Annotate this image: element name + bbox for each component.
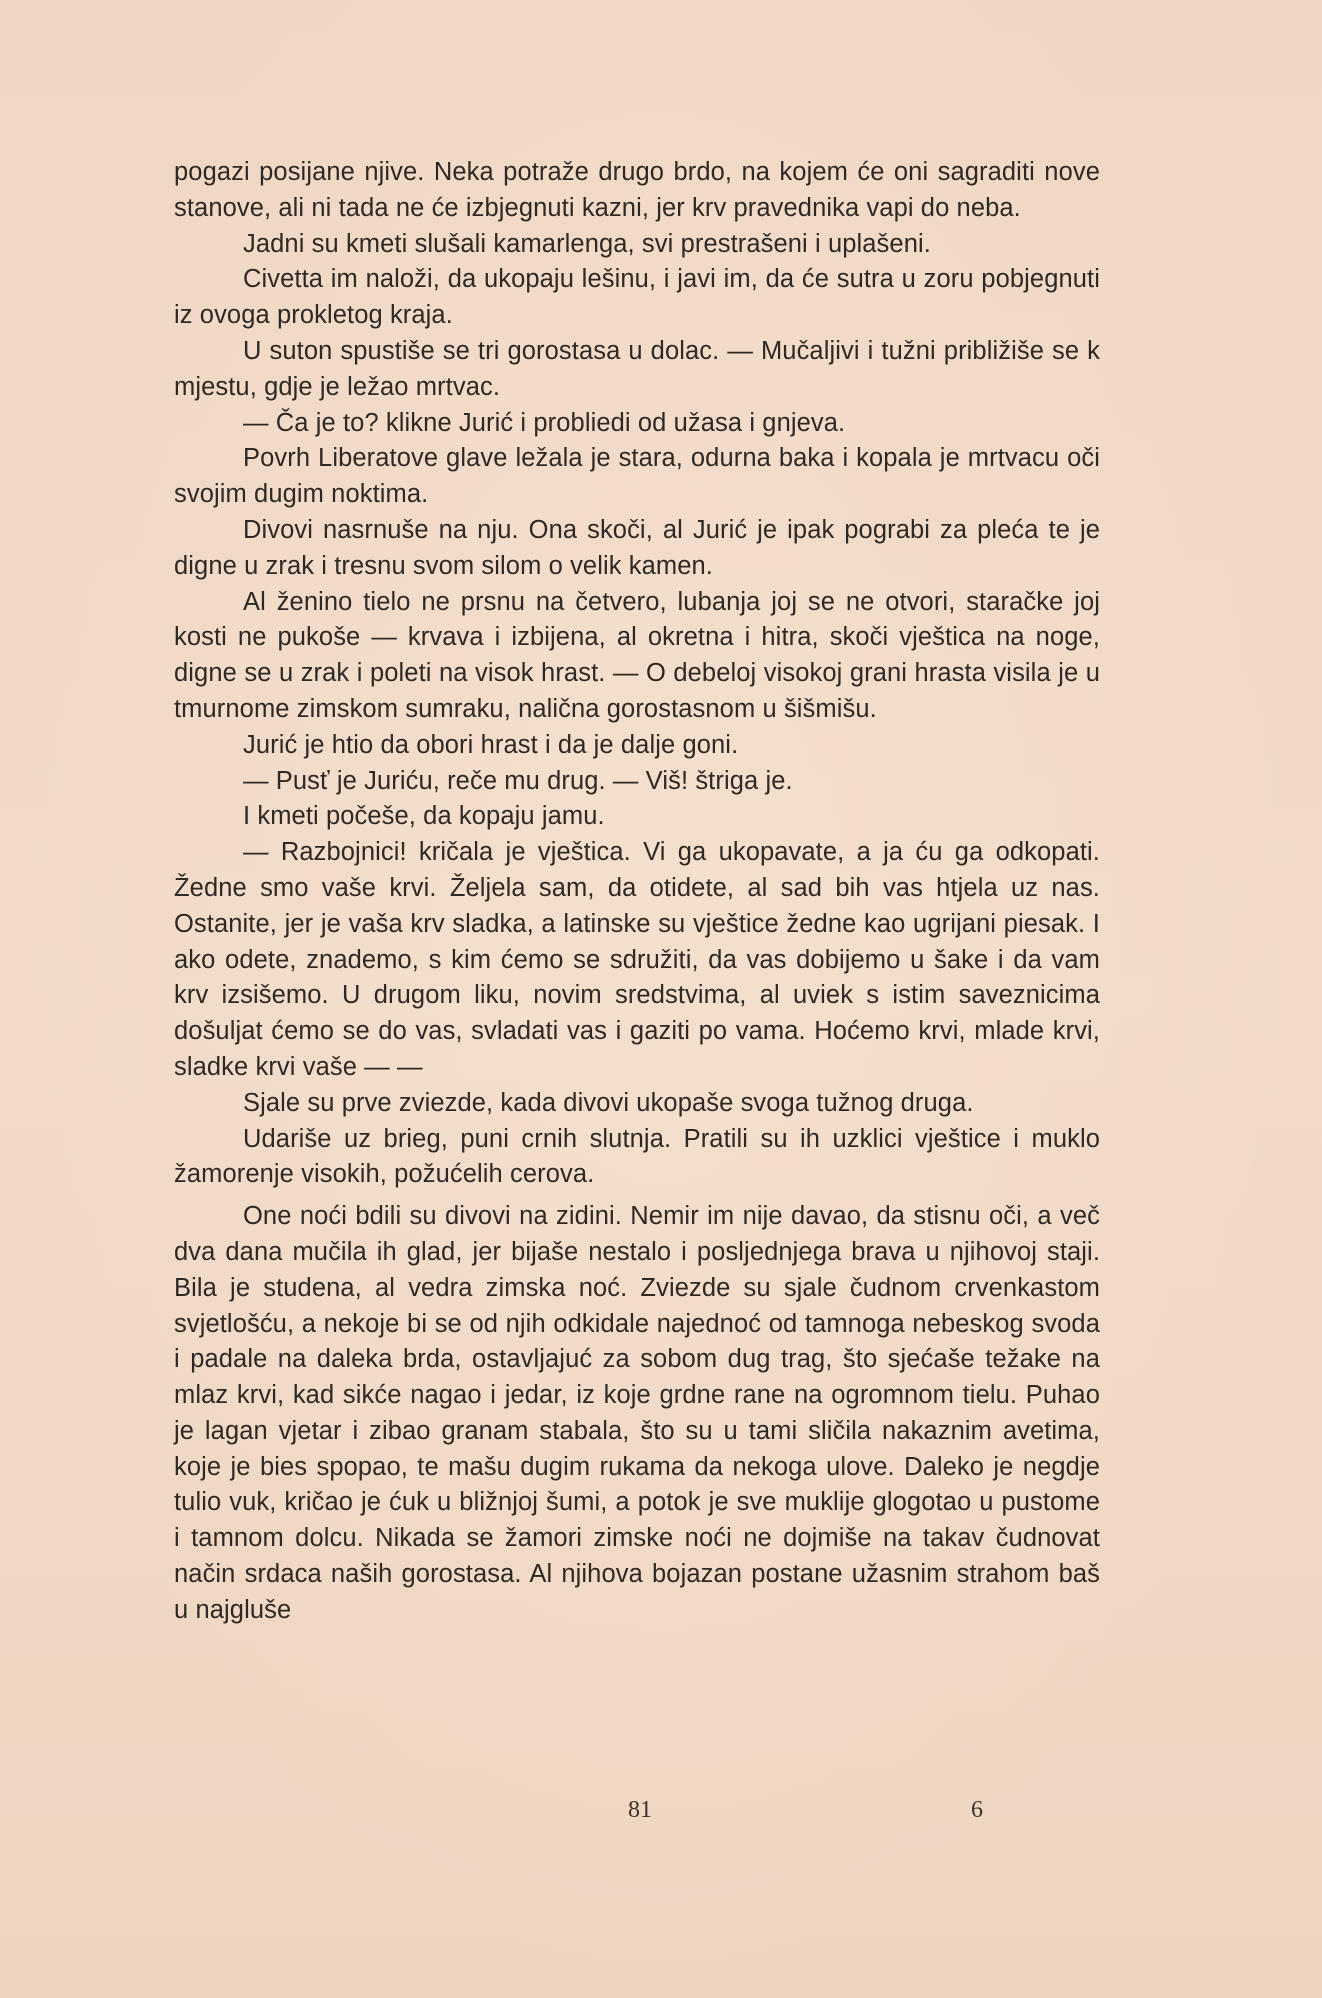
paragraph: Al ženino tielo ne prsnu na četvero, lubanja joj se ne otvori, staračke joj kosti ne pukoše — krvava i izbijena, al okretna i hitra, skoči vještica na noge, digne se u zrak i poleti na visok hrast. — O debeloj visokoj grani hrasta visila je u tmurnome zimskom sumraku, nalična gorostasnom u šišmišu. <box>174 587 1100 723</box>
body-text <box>174 155 1100 1629</box>
paragraph: Povrh Liberatove glave ležala je stara, odurna baka i kopala je mrtvacu oči svojim dugim noktima. <box>174 444 1100 509</box>
page-footer <box>0 1797 1322 1837</box>
paragraph: Divovi nasrnuše na nju. Ona skoči, al Jurić je ipak pograbi za pleća te je digne u zrak i tresnu svom silom o velik kamen. <box>174 515 1100 580</box>
paragraph: Jurić je htio da obori hrast i da je dalje goni. <box>243 730 739 759</box>
paragraph: Sjale su prve zviezde, kada divovi ukopaše svoga tužnog druga. <box>243 1088 974 1117</box>
paragraph: Civetta im naloži, da ukopaju lešinu, i javi im, da će sutra u zoru pobjegnuti iz ovoga prokletog kraja. <box>174 265 1100 330</box>
paragraph: — Ča je to? klikne Jurić i probliedi od užasa i gnjeva. <box>243 408 846 437</box>
paragraph: One noći bdili su divovi na zidini. Nemir im nije davao, da stisnu oči, a več dva dana mučila ih glad, jer bijaše nestalo i posljednjega brava u njihovoj staji. Bila je studena, al vedra zimska noć. Zviezde su sjale čudnom crvenkastom svjetlošću, a nekoje bi se od njih odkidale najednoć od tamnoga nebeskog svoda i padale na daleka brda, ostavljajuć za sobom dug trag, što sjećaše težake na mlaz krvi, kad sikće nagao i jedar, iz koje grdne rane na ogromnom tielu. Puhao je lagan vjetar i zibao granam stabala, što su u tami sličila nakaznim avetima, koje je bies spopao, te mašu dugim rukama da nekoga ulove. Daleko je negdje tulio vuk, kričao je ćuk u bližnjoj šumi, a potok je sve muklije glogotao u pustome i tamnom dolcu. Nikada se žamori zimske noći ne dojmiše na takav čudnovat način srdaca naših gorostasa. Al njihova bojazan postane užasnim strahom baš u najgluše <box>174 1202 1100 1624</box>
signature-mark: 6 <box>971 1797 983 1823</box>
page-number: 81 <box>628 1797 652 1823</box>
paragraph: — Pusť je Juriću, reče mu drug. — Viš! štriga je. <box>243 766 793 795</box>
paragraph: U suton spustiše se tri gorostasa u dolac. — Mučaljivi i tužni približiše se k mjestu, gdje je ležao mrtvac. <box>174 336 1100 401</box>
paragraph: Udariše uz brieg, puni crnih slutnja. Pratili su ih uzklici vještice i muklo žamorenje visokih, požućelih cerova. <box>174 1124 1100 1189</box>
paragraph: pogazi posijane njive. Neka potraže drugo brdo, na kojem će oni sagraditi nove stanove, ali ni tada ne će izbjegnuti kazni, jer krv pravednika vapi do neba. <box>174 158 1100 222</box>
paragraph: — Razbojnici! kričala je vještica. Vi ga ukopavate, a ja ću ga odkopati. Žedne smo vaše krvi. Željela sam, da otidete, al sad bih vas htjela uz nas. Ostanite, jer je vaša krv sladka, a latinske su vještice žedne kao ugrijani piesak. I ako odete, znademo, s kim ćemo se sdružiti, da vas dobijemo u šake i da vam krv izsišemo. U drugom liku, novim sredstvima, al uviek s istim saveznicima došuljat ćemo se do vas, svladati vas i gaziti po vama. Hoćemo krvi, mlade krvi, sladke krvi vaše — — <box>174 838 1100 1081</box>
paragraph: I kmeti počeše, da kopaju jamu. <box>243 802 605 831</box>
paragraph: Jadni su kmeti slušali kamarlenga, svi prestrašeni i uplašeni. <box>243 229 931 258</box>
